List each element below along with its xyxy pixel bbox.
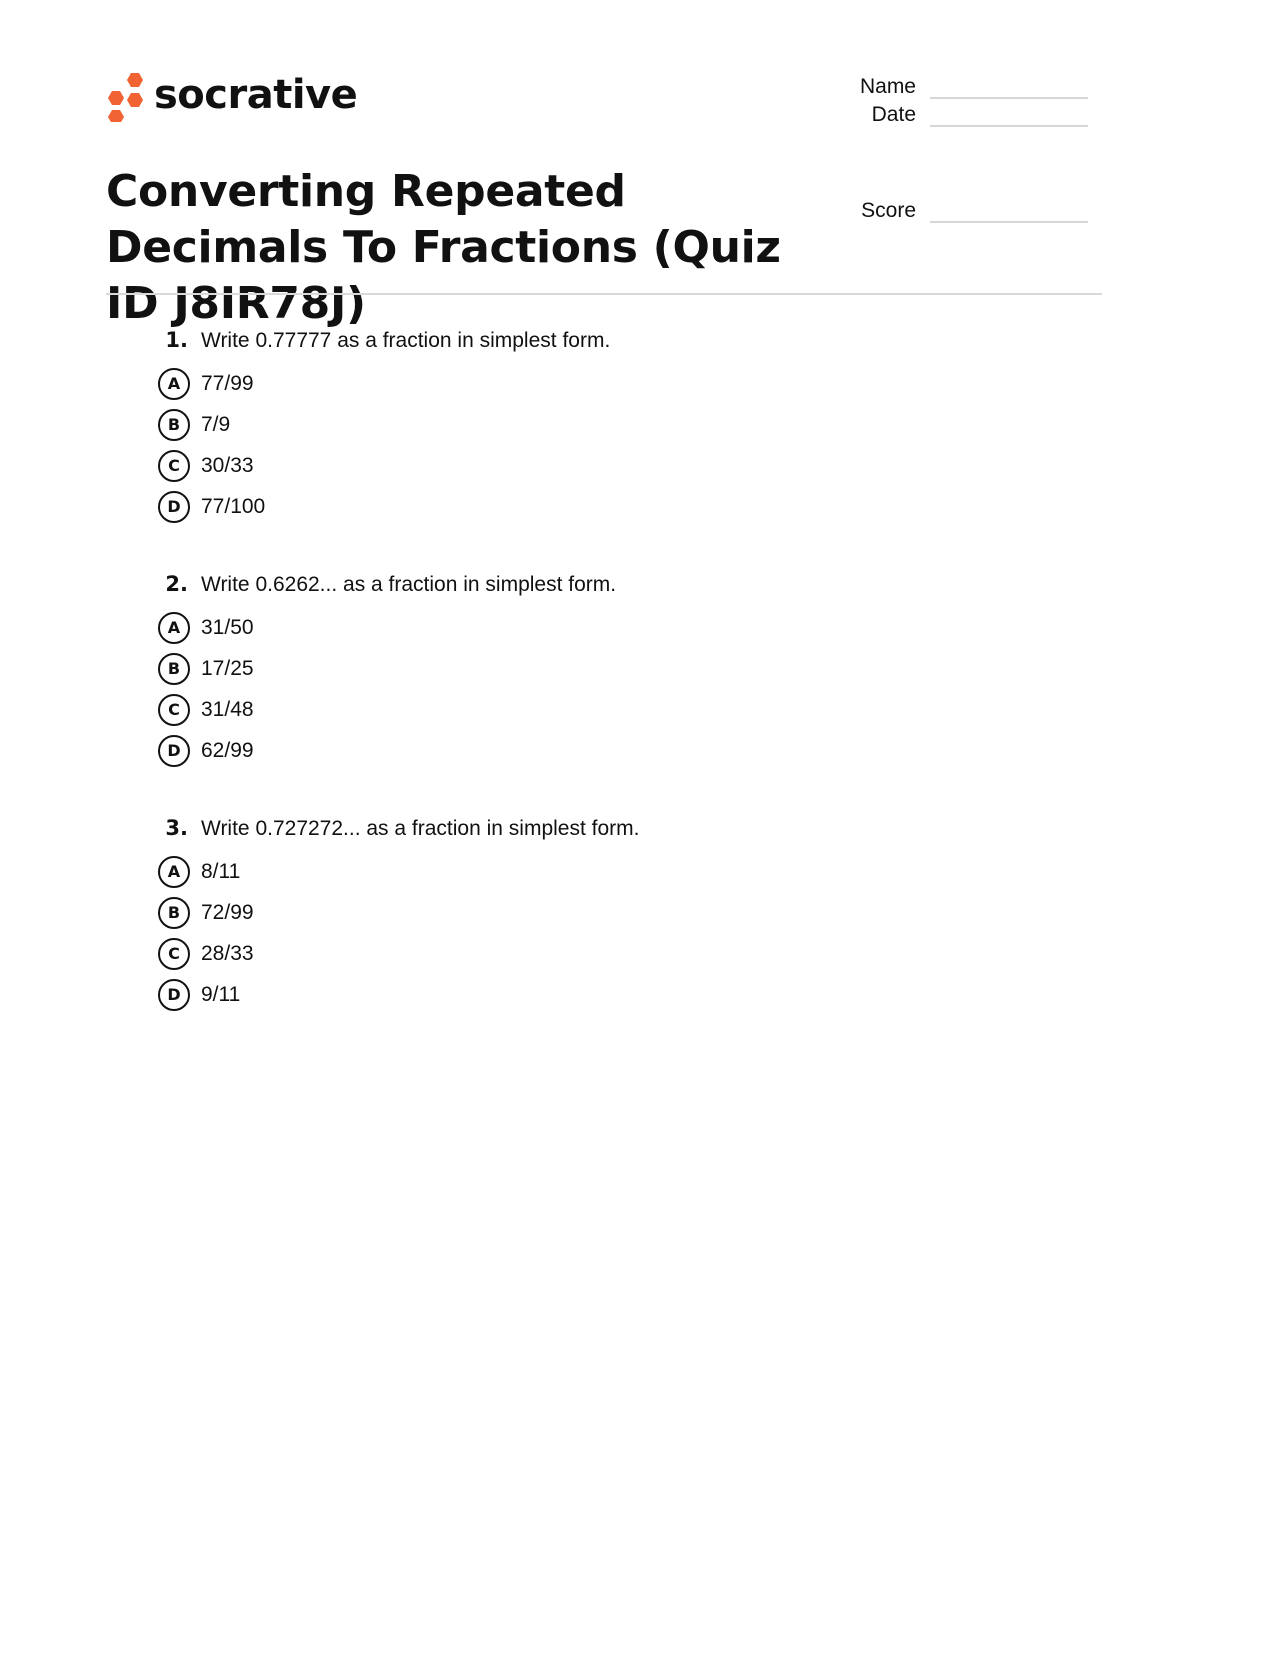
answer-bubble-c[interactable]: C [158,694,190,726]
header-divider [106,293,1102,295]
choice-c[interactable] [158,933,958,974]
page-title: Converting Repeated Decimals To Fractions (Quiz ID J8IR78J) [106,166,781,329]
choice-text: 9/11 [201,982,241,1006]
choice-c[interactable] [158,445,958,486]
answer-bubble-d[interactable]: D [158,979,190,1011]
date-blank-line[interactable] [930,107,1088,127]
answer-bubble-c[interactable]: C [158,938,190,970]
question-2 [158,572,958,771]
date-field[interactable] [786,103,1088,127]
answer-bubble-a[interactable]: A [158,856,190,888]
question-header [158,328,958,358]
answer-bubble-b[interactable]: B [158,897,190,929]
choice-a[interactable] [158,607,958,648]
choice-d[interactable] [158,730,958,771]
question-text: Write 0.77777 as a fraction in simplest form. [201,329,611,352]
answer-bubble-a[interactable]: A [158,612,190,644]
question-header [158,572,958,602]
choice-b[interactable] [158,892,958,933]
choice-d[interactable] [158,974,958,1015]
choice-text: 28/33 [201,941,254,965]
choice-a[interactable] [158,363,958,404]
answer-bubble-d[interactable]: D [158,735,190,767]
question-3 [158,816,958,1015]
choice-b[interactable] [158,404,958,445]
score-blank-line[interactable] [930,203,1088,223]
date-label: Date [871,103,916,126]
choice-text: 72/99 [201,900,254,924]
question-number: 3. [165,816,188,840]
choice-text: 62/99 [201,738,254,762]
choice-text: 31/50 [201,615,254,639]
question-text: Write 0.6262... as a fraction in simplest form. [201,573,617,596]
score-label: Score [861,199,916,222]
answer-bubble-a[interactable]: A [158,368,190,400]
choice-a[interactable] [158,851,958,892]
name-blank-line[interactable] [930,79,1088,99]
choice-text: 17/25 [201,656,254,680]
choice-d[interactable] [158,486,958,527]
question-text: Write 0.727272... as a fraction in simplest form. [201,817,640,840]
choice-b[interactable] [158,648,958,689]
choice-text: 30/33 [201,453,254,477]
name-field[interactable] [786,75,1088,99]
choice-text: 7/9 [201,412,231,436]
choice-c[interactable] [158,689,958,730]
question-1 [158,328,958,527]
question-header [158,816,958,846]
choice-text: 31/48 [201,697,254,721]
answer-bubble-c[interactable]: C [158,450,190,482]
answer-bubble-b[interactable]: B [158,653,190,685]
name-label: Name [859,75,916,98]
hexagon-cluster-icon [106,70,146,122]
answer-bubble-d[interactable]: D [158,491,190,523]
question-number: 2. [165,572,188,596]
choice-text: 77/99 [201,371,254,395]
brand-name: socrative [154,72,358,118]
socrative-logo [106,68,357,124]
question-number: 1. [165,328,188,352]
choice-text: 77/100 [201,494,266,518]
answer-bubble-b[interactable]: B [158,409,190,441]
choice-text: 8/11 [201,859,241,883]
